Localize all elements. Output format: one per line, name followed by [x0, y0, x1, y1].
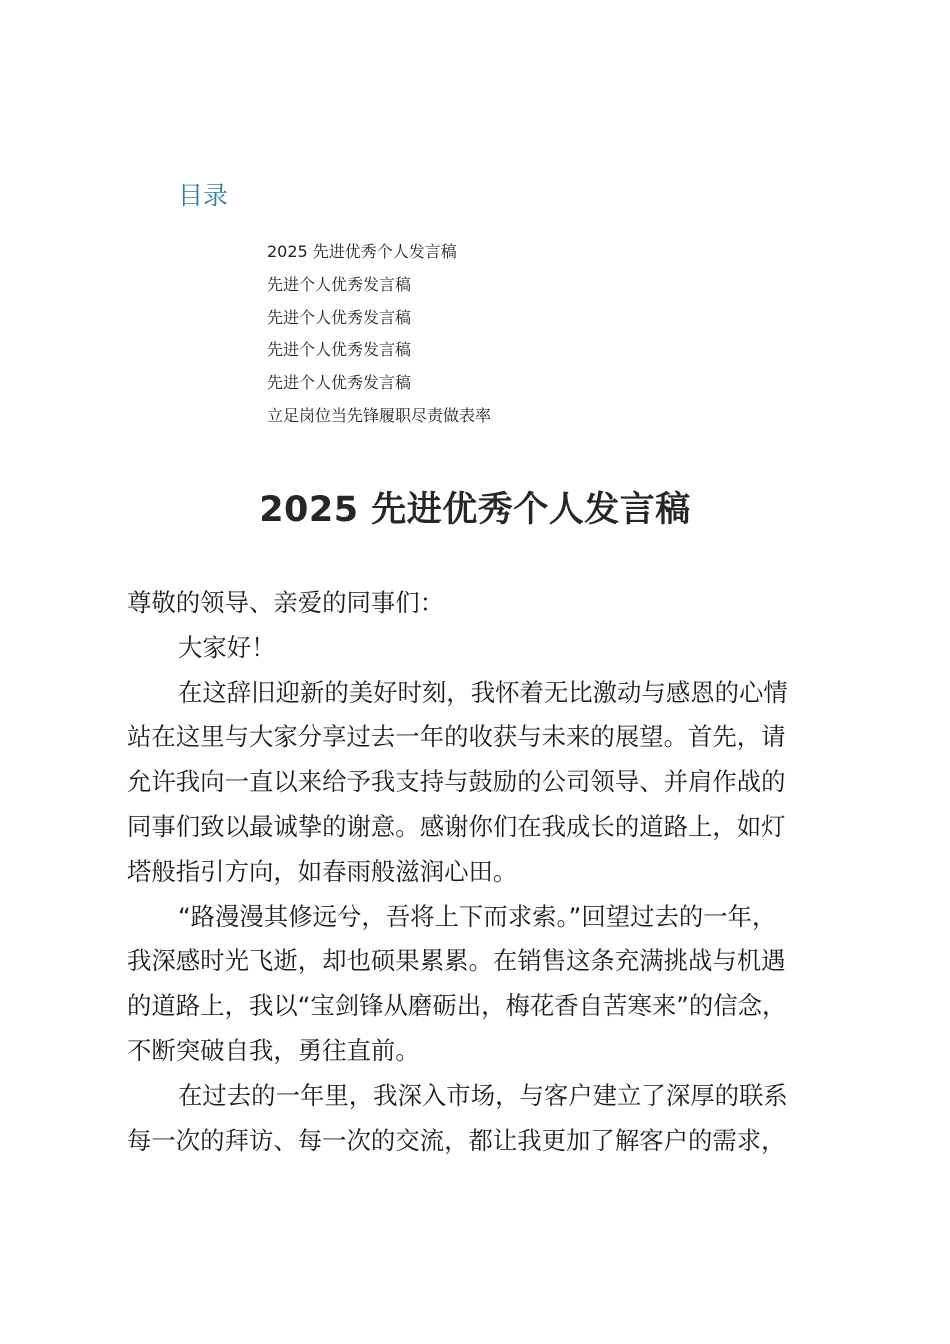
body-line: 每一次的拜访、每一次的交流，都让我更加了解客户的需求， [127, 1125, 786, 1155]
toc-item[interactable]: 先进个人优秀发言稿 [267, 340, 412, 360]
body-line: 同事们致以最诚挚的谢意。感谢你们在我成长的道路上，如灯 [127, 811, 786, 841]
body-line: “路漫漫其修远兮，吾将上下而求索。”回望过去的一年， [178, 901, 777, 931]
salutation-line: 尊敬的领导、亲爱的同事们： [127, 588, 445, 617]
toc-item[interactable]: 立足岗位当先锋履职尽责做表率 [267, 405, 492, 425]
toc-item[interactable]: 先进个人优秀发言稿 [267, 274, 412, 294]
greeting-line: 大家好！ [178, 632, 276, 662]
body-line: 不断突破自我，勇往直前。 [127, 1035, 420, 1065]
body-line: 站在这里与大家分享过去一年的收获与未来的展望。首先，请 [127, 722, 786, 752]
body-line: 我深感时光飞逝，却也硕果累累。在销售这条充满挑战与机遇 [127, 946, 786, 976]
body-line: 在这辞旧迎新的美好时刻，我怀着无比激动与感恩的心情 [178, 677, 788, 707]
body-line: 的道路上，我以“宝剑锋从磨砺出，梅花香自苦寒来”的信念， [127, 991, 787, 1021]
body-line: 在过去的一年里，我深入市场，与客户建立了深厚的联系 [178, 1080, 788, 1110]
body-line: 允许我向一直以来给予我支持与鼓励的公司领导、并肩作战的 [127, 767, 786, 797]
body-line: 塔般指引方向，如春雨般滋润心田。 [127, 856, 518, 886]
document-body [127, 581, 832, 1163]
toc-item[interactable]: 先进个人优秀发言稿 [267, 373, 412, 393]
toc-item[interactable]: 2025 先进优秀个人发言稿 [267, 242, 457, 261]
document-title: 2025 先进优秀个人发言稿 [259, 490, 691, 530]
toc-list [267, 236, 491, 433]
toc-heading: 目录 [178, 181, 229, 210]
toc-item[interactable]: 先进个人优秀发言稿 [267, 307, 412, 327]
